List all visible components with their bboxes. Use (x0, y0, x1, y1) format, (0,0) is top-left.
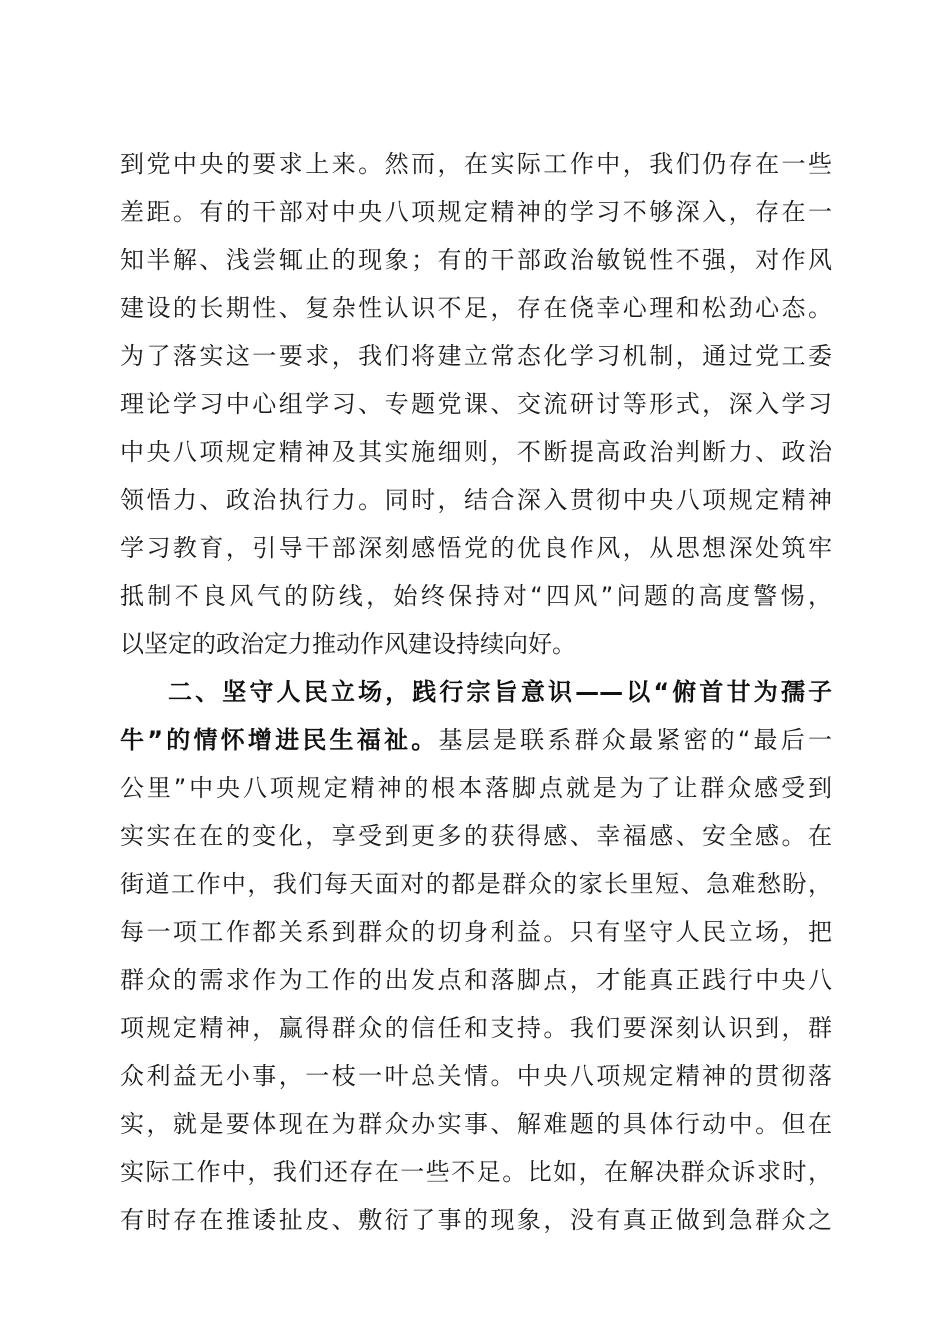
paragraph-line: 领悟力、政治执行力。同时，结合深入贯彻中央八项规定精神 (120, 486, 832, 514)
paragraph-line (120, 720, 832, 760)
paragraph-line: 每一项工作都关系到群众的切身利益。只有坚守人民立场，把 (120, 918, 832, 946)
paragraph-line: 建设的长期性、复杂性认识不足，存在侥幸心理和松劲心态。 (120, 294, 832, 322)
paragraph-line: 实际工作中，我们还存在一些不足。比如，在解决群众诉求时， (120, 1158, 832, 1186)
paragraph-text: 基层是联系群众最紧密的“最后一 (438, 726, 832, 754)
paragraph-line: 到党中央的要求上来。然而，在实际工作中，我们仍存在一些 (120, 150, 832, 178)
paragraph-line: 中央八项规定精神及其实施细则，不断提高政治判断力、政治 (120, 438, 832, 466)
paragraph-line: 知半解、浅尝辄止的现象；有的干部政治敏锐性不强，对作风 (120, 246, 832, 274)
section-heading-end: 牛”的情怀增进民生福祉。 (120, 726, 439, 754)
paragraph-line: 实实在在的变化，享受到更多的获得感、幸福感、安全感。在 (120, 822, 832, 850)
paragraph-line: 项规定精神，赢得群众的信任和支持。我们要深刻认识到，群 (120, 1014, 832, 1042)
paragraph-line: 学习教育，引导干部深刻感悟党的优良作风，从思想深处筑牢 (120, 534, 832, 562)
paragraph-line: 抵制不良风气的防线，始终保持对“四风”问题的高度警惕， (120, 582, 832, 610)
paragraph-line: 以坚定的政治定力推动作风建设持续向好。 (120, 630, 576, 658)
paragraph-line: 为了落实这一要求，我们将建立常态化学习机制，通过党工委 (120, 342, 832, 370)
paragraph-line: 街道工作中，我们每天面对的都是群众的家长里短、急难愁盼， (120, 870, 832, 898)
paragraph-line: 公里”中央八项规定精神的根本落脚点就是为了让群众感受到 (120, 774, 832, 802)
paragraph-line: 实，就是要体现在为群众办实事、解难题的具体行动中。但在 (120, 1110, 832, 1138)
paragraph-line: 群众的需求作为工作的出发点和落脚点，才能真正践行中央八 (120, 966, 832, 994)
section-heading: 二、坚守人民立场，践行宗旨意识——以“俯首甘为孺子 (168, 678, 832, 706)
paragraph-line: 差距。有的干部对中央八项规定精神的学习不够深入，存在一 (120, 198, 832, 226)
paragraph-line: 有时存在推诿扯皮、敷衍了事的现象，没有真正做到急群众之 (120, 1206, 832, 1234)
paragraph-line: 众利益无小事，一枝一叶总关情。中央八项规定精神的贯彻落 (120, 1062, 832, 1090)
paragraph-line: 理论学习中心组学习、专题党课、交流研讨等形式，深入学习 (120, 390, 832, 418)
